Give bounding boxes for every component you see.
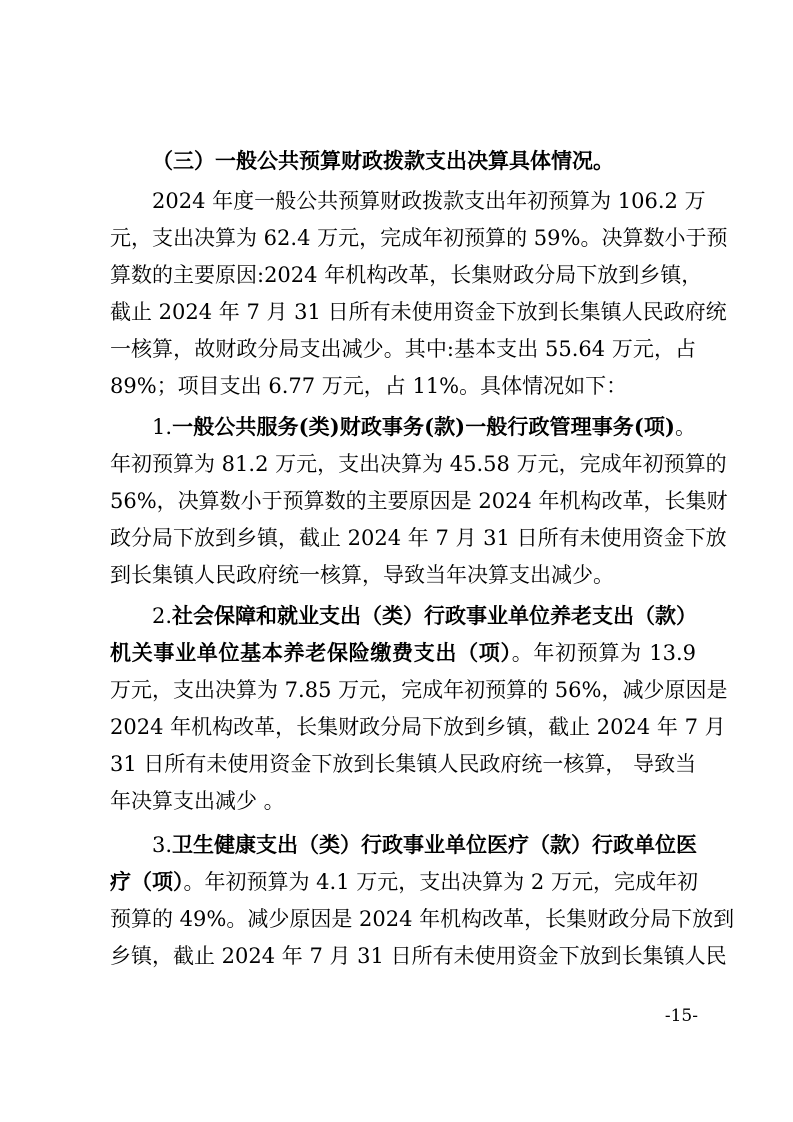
item3-title-line-1: 卫生健康支出（类）行政事业单位医疗（款）行政单位医 — [172, 832, 698, 857]
item2-title-line-1: 社会保障和就业支出（类）行政事业单位养老支出（款） — [172, 603, 698, 628]
item3-title-line-2-rest: 。年初预算为 4.1 万元，支出决算为 2 万元，完成年初 — [183, 870, 698, 894]
item3-line-1: 预算的 49%。减少原因是 2024 年机构改革，长集财政分局下放到 — [110, 907, 735, 931]
item2-line-4: 年决算支出减少 。 — [110, 789, 285, 813]
intro-line-4: 截止 2024 年 7 月 31 日所有未使用资金下放到长集镇人民政府统 — [110, 300, 727, 324]
item1-line-2: 56%，决算数小于预算数的主要原因是 2024 年机构改革，长集财 — [110, 489, 728, 513]
item2-heading-line-1 — [152, 598, 696, 634]
item2-title-line-2-rest: 。年初预算为 13.9 — [511, 641, 696, 665]
section-heading — [152, 143, 696, 179]
item1-title-end: 。 — [674, 415, 696, 439]
item2-title-line-2: 机关事业单位基本养老保险缴费支出（项） — [110, 640, 512, 665]
intro-line-3: 算数的主要原因:2024 年机构改革，长集财政分局下放到乡镇， — [110, 263, 703, 287]
item3-line-2: 乡镇，截止 2024 年 7 月 31 日所有未使用资金下放到长集镇人民 — [110, 944, 727, 968]
item3-heading-line-2 — [110, 864, 696, 900]
item2-line-3: 31 日所有未使用资金下放到长集镇人民政府统一核算， 导致当 — [110, 752, 697, 776]
item1-title: 一般公共服务(类)财政事务(款)一般行政管理事务(项) — [172, 414, 675, 439]
intro-line-1: 2024 年度一般公共预算财政拨款支出年初预算为 106.2 万 — [152, 189, 706, 213]
item3-prefix: 3. — [152, 833, 173, 857]
item1-line-1: 年初预算为 81.2 万元，支出决算为 45.58 万元，完成年初预算的 — [110, 452, 727, 476]
intro-line-6: 89%；项目支出 6.77 万元，占 11%。具体情况如下： — [110, 374, 628, 398]
item1-heading-line — [152, 409, 696, 445]
intro-line-5: 一核算，故财政分局支出减少。其中:基本支出 55.64 万元，占 — [110, 337, 696, 361]
item2-line-1: 万元，支出决算为 7.85 万元，完成年初预算的 56%，减少原因是 — [110, 678, 728, 702]
item3-title-line-2: 疗（项） — [110, 869, 184, 894]
item1-line-3: 政分局下放到乡镇，截止 2024 年 7 月 31 日所有未使用资金下放 — [110, 526, 727, 550]
item2-prefix: 2. — [152, 604, 173, 628]
intro-line-2: 元，支出决算为 62.4 万元，完成年初预算的 59%。决算数小于预 — [110, 226, 728, 250]
item3-heading-line-1 — [152, 827, 696, 863]
page-number: -15- — [664, 1006, 698, 1026]
item2-heading-line-2 — [110, 635, 696, 671]
item1-prefix: 1. — [152, 415, 173, 439]
item2-line-2: 2024 年机构改革，长集财政分局下放到乡镇，截止 2024 年 7 月 — [110, 715, 726, 739]
section-heading-text: （三）一般公共预算财政拨款支出决算具体情况。 — [152, 148, 614, 173]
item1-line-4: 到长集镇人民政府统一核算，导致当年决算支出减少。 — [110, 563, 614, 587]
